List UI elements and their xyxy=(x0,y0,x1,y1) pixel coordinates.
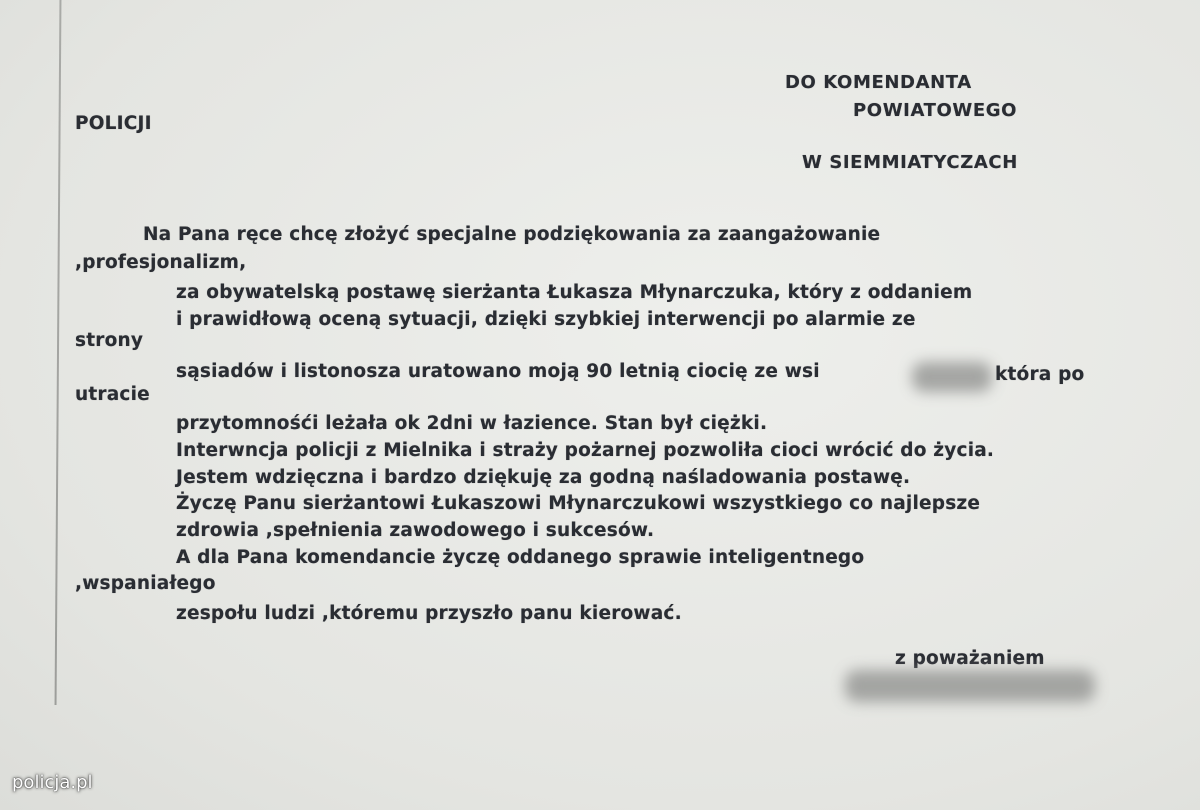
body-line: która po xyxy=(995,364,1085,385)
body-line: przytomnośći leżała ok 2dni w łazience. Stan był ciężki. xyxy=(176,413,768,434)
body-line: Na Pana ręce chcę złożyć specjalne podziękowania za zaangażowanie xyxy=(143,224,881,245)
body-line: strony xyxy=(75,330,144,351)
body-line: Życzę Panu sierżantowi Łukaszowi Młynarczukowi wszystkiego co najlepsze xyxy=(176,493,981,514)
redacted-village-name xyxy=(912,362,992,392)
recipient-line-2: POWIATOWEGO xyxy=(853,100,1017,121)
body-line: Jestem wdzięczna i bardzo dziękuję za godną naśladowania postawę. xyxy=(176,467,911,488)
body-line: zespołu ludzi ,któremu przyszło panu kierować. xyxy=(176,603,682,624)
margin-line xyxy=(55,0,62,705)
body-line: A dla Pana komendancie życzę oddanego sprawie inteligentnego xyxy=(176,547,865,568)
body-line: ,profesjonalizm, xyxy=(75,252,247,273)
body-line: Interwncja policji z Mielnika i straży pożarnej pozwoliła cioci wrócić do życia. xyxy=(176,440,995,461)
left-label: POLICJI xyxy=(75,113,152,134)
body-line: i prawidłową oceną sytuacji, dzięki szybkiej interwencji po alarmie ze xyxy=(176,309,916,330)
body-line: ,wspaniałego xyxy=(75,573,216,594)
body-line: za obywatelską postawę sierżanta Łukasza Młynarczuka, który z oddaniem xyxy=(176,282,973,303)
body-line: sąsiadów i listonosza uratowano moją 90 letnią ciocię ze wsi xyxy=(176,361,820,382)
body-line: zdrowia ,spełnienia zawodowego i sukcesów. xyxy=(176,520,655,541)
redacted-signature xyxy=(845,670,1095,702)
closing-text: z poważaniem xyxy=(895,648,1045,669)
watermark: policja.pl xyxy=(12,772,93,793)
recipient-line-1: DO KOMENDANTA xyxy=(785,72,972,93)
body-line: utracie xyxy=(75,384,150,405)
recipient-line-3: W SIEMMIATYCZACH xyxy=(802,152,1018,173)
